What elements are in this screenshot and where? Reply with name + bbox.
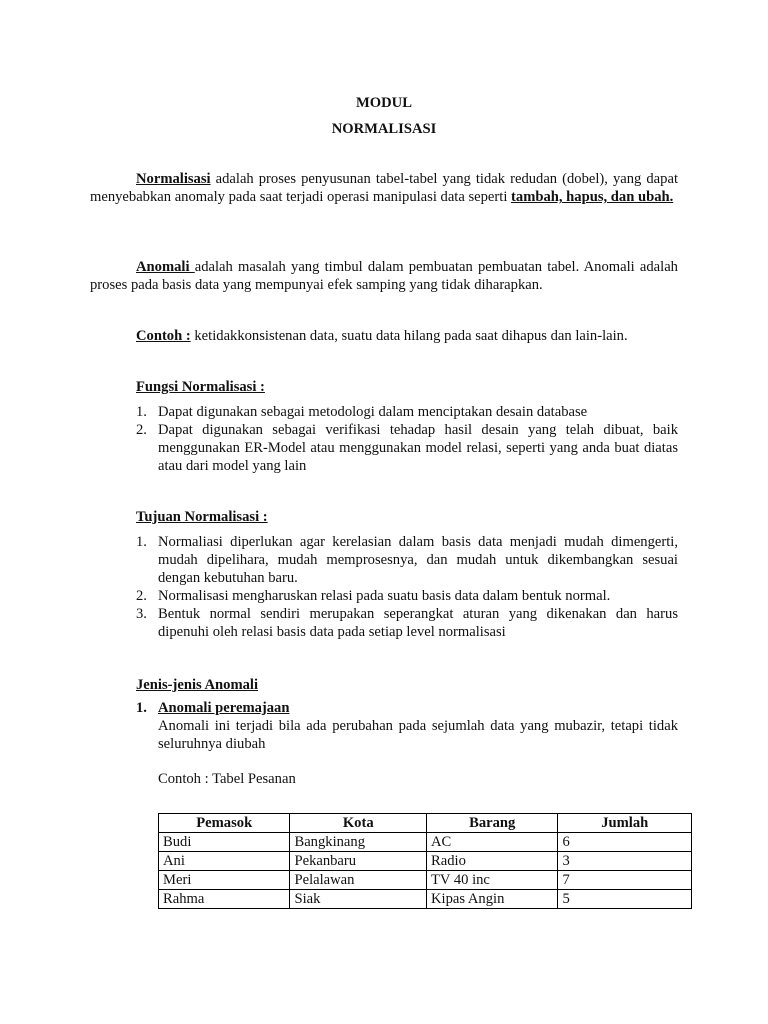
heading-fungsi-normalisasi: Fungsi Normalisasi : bbox=[136, 379, 265, 395]
term-anomali: Anomali bbox=[136, 259, 195, 275]
column-header-pemasok: Pemasok bbox=[159, 814, 290, 833]
paragraph-normalisasi bbox=[90, 170, 678, 206]
example-label: Contoh : Tabel Pesanan bbox=[158, 771, 296, 787]
table-row bbox=[159, 852, 692, 871]
list-item: 2. Dapat digunakan sebagai verifikasi tehadap hasil desain yang telah dibuat, baik menggunakan ER-Model atau menggunakan model relasi, seperti yang anda buat diatas atau dari model yang lain bbox=[136, 422, 678, 474]
term-contoh: Contoh : bbox=[136, 328, 191, 344]
table-cell: Pekanbaru bbox=[290, 852, 427, 871]
table-cell: Meri bbox=[159, 871, 290, 890]
table-cell: Pelalawan bbox=[290, 871, 427, 890]
table-row bbox=[159, 871, 692, 890]
table-cell: 3 bbox=[558, 852, 692, 871]
tabel-pesanan bbox=[158, 813, 692, 909]
list-item: 1. Normaliasi diperlukan agar kerelasian dalam basis data menjadi mudah dimengerti, mudah dipelihara, mudah memprosesnya, dan mudah untuk dikembangkan sesuai dengan kebutuhan baru. bbox=[136, 534, 678, 586]
term-normalisasi: Normalisasi bbox=[136, 171, 211, 187]
anomali-peremajaan-section bbox=[136, 699, 678, 753]
paragraph-contoh bbox=[90, 327, 678, 345]
list-item: 3. Bentuk normal sendiri merupakan seperangkat aturan yang dikenakan dan harus dipenuhi oleh relasi basis data pada setiap level normalisasi bbox=[136, 606, 678, 640]
list-fungsi bbox=[136, 403, 678, 475]
column-header-kota: Kota bbox=[290, 814, 427, 833]
list-item-text: Bentuk normal sendiri merupakan seperangkat aturan yang dikenakan dan harus dipenuhi oleh relasi basis data pada setiap level normalisasi bbox=[158, 606, 678, 640]
table-cell: Kipas Angin bbox=[427, 890, 558, 909]
table-cell: AC bbox=[427, 833, 558, 852]
list-item: 1. Dapat digunakan sebagai metodologi dalam menciptakan desain database bbox=[136, 404, 588, 420]
table-row bbox=[159, 833, 692, 852]
list-item: 2. Normalisasi mengharuskan relasi pada suatu basis data dalam bentuk normal. bbox=[136, 588, 611, 604]
table-cell: 5 bbox=[558, 890, 692, 909]
paragraph-anomali bbox=[90, 258, 678, 294]
list-item-text: Dapat digunakan sebagai verifikasi tehadap hasil desain yang telah dibuat, baik menggunakan ER-Model atau menggunakan model relasi, seperti yang anda buat diatas atau dari model yang lain bbox=[158, 422, 678, 474]
table-header-row bbox=[159, 814, 692, 833]
anomali-peremajaan-heading: Anomali peremajaan bbox=[158, 700, 290, 716]
table-cell: TV 40 inc bbox=[427, 871, 558, 890]
heading-tujuan-normalisasi: Tujuan Normalisasi : bbox=[136, 509, 268, 525]
table-cell: Budi bbox=[159, 833, 290, 852]
list-item-text: Dapat digunakan sebagai metodologi dalam menciptakan desain database bbox=[158, 404, 588, 420]
anomali-peremajaan-description: Anomali ini terjadi bila ada perubahan pada sejumlah data yang mubazir, tetapi tidak seluruhnya diubah bbox=[158, 718, 678, 752]
table-cell: Ani bbox=[159, 852, 290, 871]
anomali-text: adalah masalah yang timbul dalam pembuatan pembuatan tabel. Anomali adalah proses pada basis data yang mempunyai efek samping yang tidak diharapkan. bbox=[90, 259, 678, 293]
list-item-text: Normaliasi diperlukan agar kerelasian dalam basis data menjadi mudah dimengerti, mudah dipelihara, mudah memprosesnya, dan mudah untuk dikembangkan sesuai dengan kebutuhan baru. bbox=[158, 534, 678, 586]
table-cell: Siak bbox=[290, 890, 427, 909]
table-row bbox=[159, 890, 692, 909]
table-cell: Radio bbox=[427, 852, 558, 871]
document-title: MODUL bbox=[356, 95, 412, 111]
list-tujuan bbox=[136, 533, 678, 641]
table-cell: 7 bbox=[558, 871, 692, 890]
table-cell: Rahma bbox=[159, 890, 290, 909]
normalisasi-text: adalah proses penyusunan tabel-tabel yang tidak redudan (dobel), yang dapat menyebabkan anomaly pada saat terjadi operasi manipulasi data seperti bbox=[90, 171, 678, 205]
table-cell: 6 bbox=[558, 833, 692, 852]
table-cell: Bangkinang bbox=[290, 833, 427, 852]
column-header-barang: Barang bbox=[427, 814, 558, 833]
document-subtitle: NORMALISASI bbox=[331, 121, 437, 137]
normalisasi-emphasis: tambah, hapus, dan ubah. bbox=[511, 189, 674, 205]
list-item-text: Normalisasi mengharuskan relasi pada suatu basis data dalam bentuk normal. bbox=[158, 588, 611, 604]
column-header-jumlah: Jumlah bbox=[558, 814, 692, 833]
contoh-text: ketidakkonsistenan data, suatu data hilang pada saat dihapus dan lain-lain. bbox=[190, 328, 628, 344]
section-number: 1. bbox=[136, 700, 147, 716]
heading-jenis-anomali: Jenis-jenis Anomali bbox=[136, 677, 259, 693]
